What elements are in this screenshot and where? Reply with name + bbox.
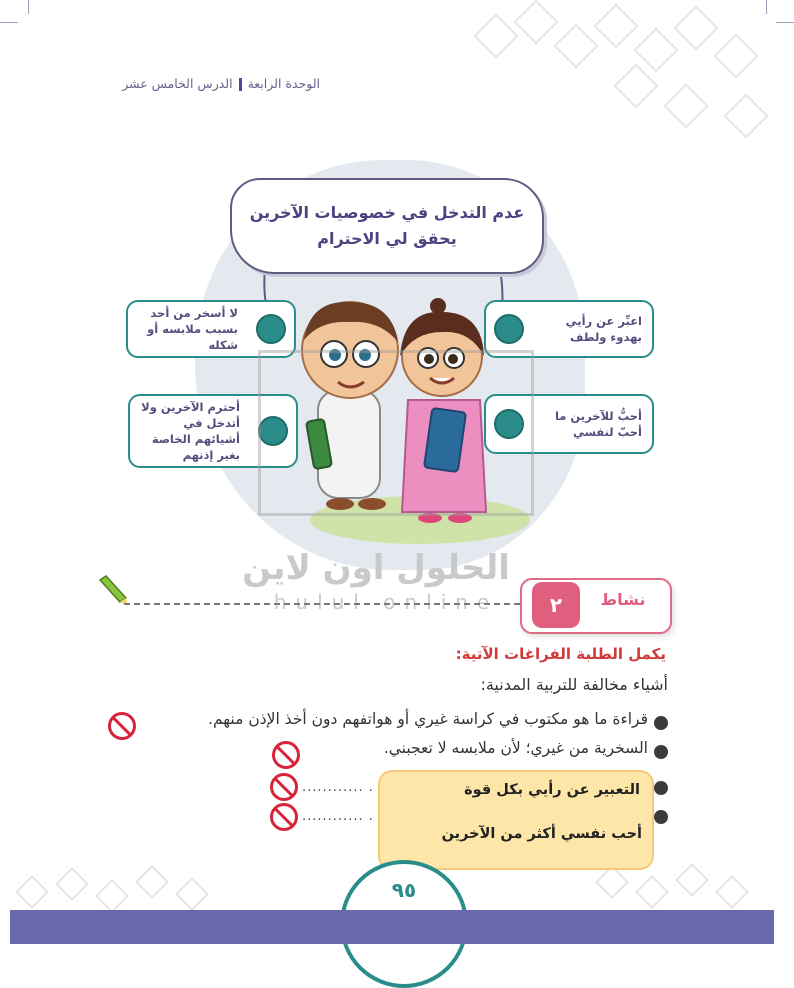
- instructions: يكمل الطلبة الفراغات الآتية:: [455, 645, 666, 663]
- answer-1: التعبير عن رأيي بكل قوة: [464, 782, 640, 798]
- prohibited-icon: [270, 803, 298, 831]
- list-item: السخرية من غيري؛ لأن ملابسه لا تعجبني.: [383, 739, 648, 757]
- prohibited-icon: [270, 773, 298, 801]
- activity-dashed-line: [124, 603, 520, 605]
- watermark-arabic: الحلول اون لاين: [242, 548, 510, 588]
- list-subtitle: أشياء مخالفة للتربية المدنية:: [480, 675, 668, 694]
- card-text: أحبُّ للآخرين ما أحبّ لنفسي: [554, 409, 642, 439]
- card-dot: [256, 314, 286, 344]
- prohibited-icon: [108, 712, 136, 740]
- watermark-frame: [258, 350, 534, 516]
- card-text: اعبِّر عن رأيي بهدوء ولطف: [565, 314, 642, 344]
- card-text: لا أسخر من أحد بسبب ملابسه أو شكله: [147, 306, 238, 352]
- watermark-latin: hulul online: [273, 590, 499, 614]
- card-text: أحترم الآخرين ولا أتدخل في أشيائهم الخاصة بغير إذنهم: [141, 400, 240, 462]
- activity-number: ٢: [532, 582, 580, 628]
- lesson-label: الدرس الخامس عشر: [122, 76, 233, 91]
- card-dot: [494, 314, 524, 344]
- bullet-icon: [654, 781, 668, 795]
- list-item: قراءة ما هو مكتوب في كراسة غيري أو هواتفهم دون أخذ الإذن منهم.: [208, 710, 648, 728]
- bullet-icon: [654, 745, 668, 759]
- activity-label: نشاط: [600, 590, 646, 609]
- prohibited-icon: [272, 741, 300, 769]
- footer-bar: [10, 910, 774, 944]
- page-number: ٩٥: [391, 878, 417, 902]
- blank-dots: ............ .: [302, 809, 374, 824]
- unit-label: الوحدة الرابعة: [247, 76, 320, 91]
- title-line-2: يحقق لي الاحترام: [317, 229, 457, 248]
- bullet-icon: [654, 810, 668, 824]
- title-line-1: عدم التدخل في خصوصيات الآخرين: [249, 203, 525, 222]
- blank-dots: ............ .: [302, 780, 374, 795]
- answer-2: أحب نفسي أكثر من الآخرين: [441, 826, 642, 842]
- title-bubble: [230, 178, 544, 274]
- bullet-icon: [654, 716, 668, 730]
